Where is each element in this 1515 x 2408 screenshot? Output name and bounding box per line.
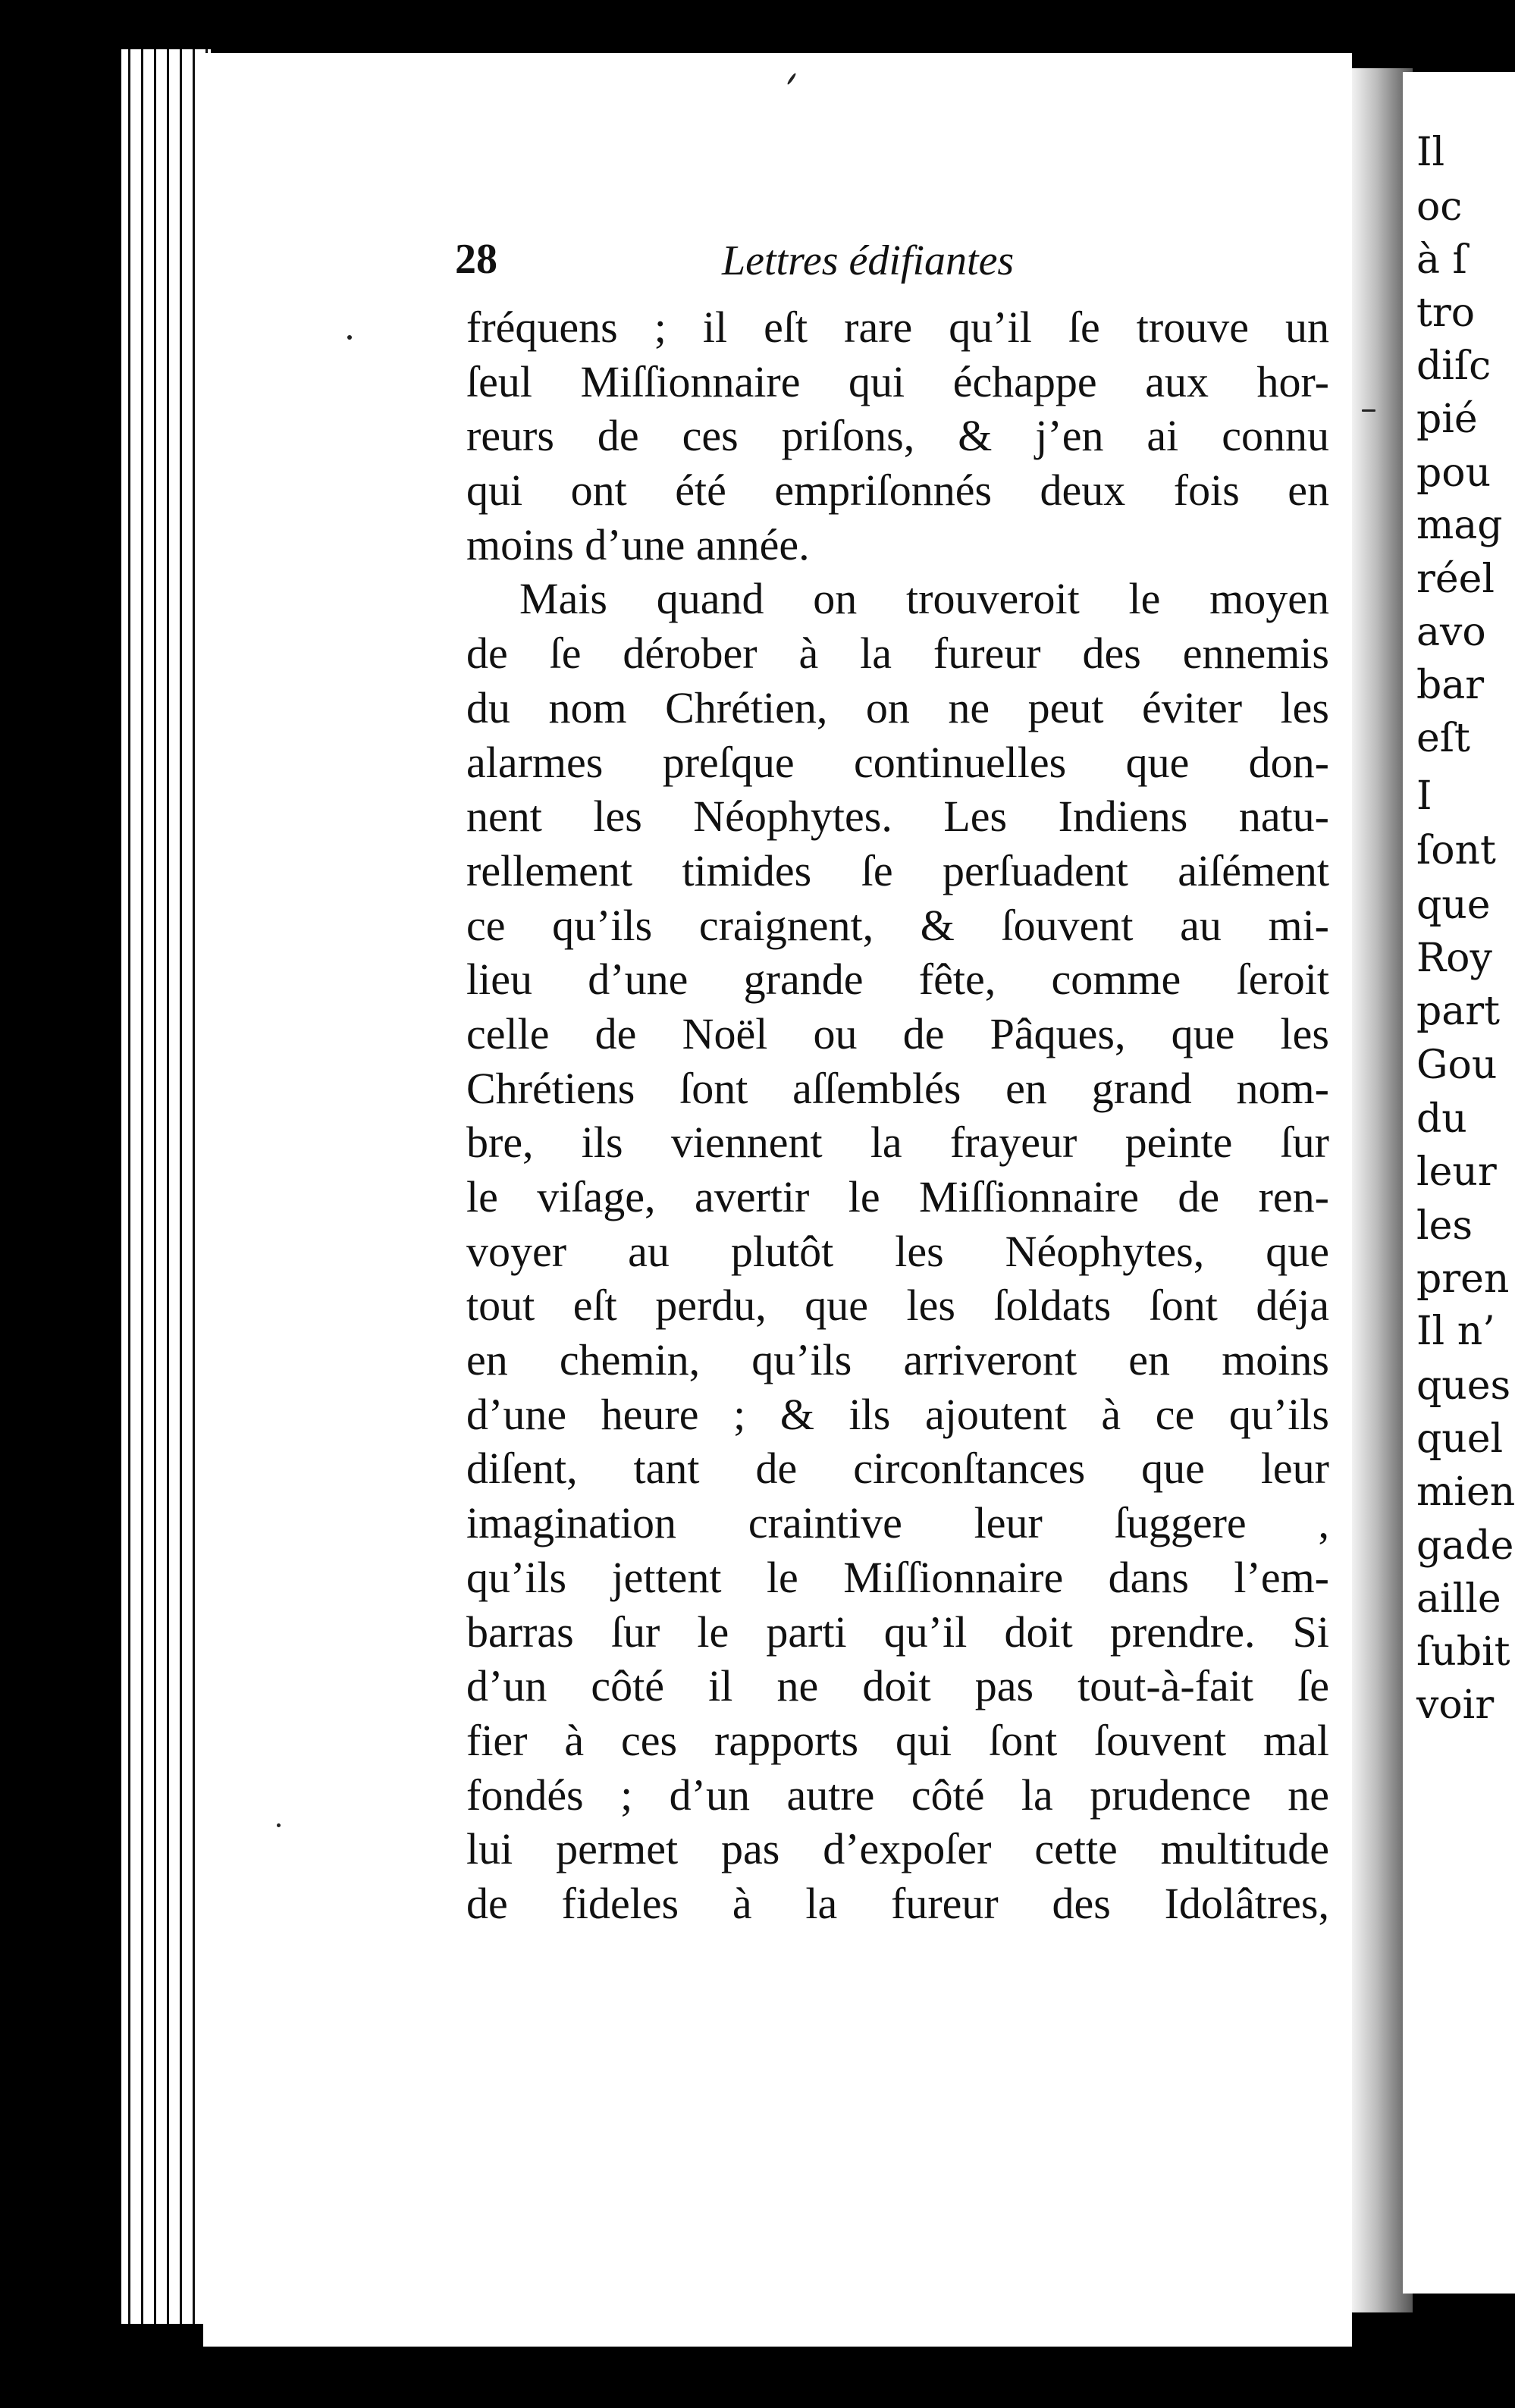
facing-page-text-fragment: ſubit bbox=[1416, 1629, 1510, 1675]
text-line: de ſe dérober à la fureur des ennemis bbox=[466, 629, 1329, 679]
ink-speck bbox=[277, 1823, 281, 1827]
facing-page-text-fragment: voir bbox=[1416, 1682, 1495, 1728]
facing-page-text-fragment: avo bbox=[1416, 610, 1486, 655]
facing-page-text-fragment: gade bbox=[1416, 1523, 1514, 1569]
facing-page-text-fragment: mag bbox=[1416, 503, 1503, 548]
facing-page-text-fragment: bar bbox=[1416, 663, 1485, 708]
text-line: d’un côté il ne doit pas tout-à-fait ſe bbox=[466, 1661, 1329, 1711]
facing-page-text-fragment: ques bbox=[1416, 1363, 1511, 1409]
facing-page-text-fragment: eſt bbox=[1416, 716, 1470, 761]
facing-page-text-fragment: du bbox=[1416, 1096, 1467, 1142]
facing-page bbox=[1403, 72, 1515, 2294]
text-line: de fideles à la fureur des Idolâtres, bbox=[466, 1878, 1329, 1928]
text-line: en chemin, qu’ils arriveront en moins bbox=[466, 1335, 1329, 1385]
facing-page-text-fragment: leur bbox=[1416, 1149, 1497, 1195]
facing-page-text-fragment: réel bbox=[1416, 557, 1495, 602]
facing-page-text-fragment: que bbox=[1416, 883, 1491, 928]
facing-page-text-fragment: diſc bbox=[1416, 343, 1491, 389]
running-title: Lettres édifiantes bbox=[722, 237, 1015, 284]
text-line: celle de Noël ou de Pâques, que les bbox=[466, 1008, 1329, 1058]
text-line: Chrétiens ſont aſſemblés en grand nom- bbox=[466, 1063, 1329, 1113]
text-line: tout eſt perdu, que les ſoldats ſont déja bbox=[466, 1281, 1329, 1331]
text-line: rellement timides ſe perſuadent aiſément bbox=[466, 845, 1329, 895]
text-line: barras ſur le parti qu’il doit prendre. Si bbox=[466, 1607, 1329, 1657]
facing-page-text-fragment: quel bbox=[1416, 1416, 1504, 1462]
text-line: ce qu’ils craignent, & ſouvent au mi- bbox=[466, 900, 1329, 950]
text-line: qu’ils jettent le Miſſionnaire dans l’em- bbox=[466, 1552, 1329, 1602]
facing-page-text-fragment: Il bbox=[1416, 130, 1445, 175]
page-header bbox=[455, 235, 1350, 288]
facing-page-text-fragment: Roy bbox=[1416, 936, 1492, 981]
facing-page-text-fragment: part bbox=[1416, 989, 1501, 1034]
page-number: 28 bbox=[455, 236, 497, 283]
facing-page-text-fragment: pou bbox=[1416, 450, 1491, 496]
text-line: lui permet pas d’expoſer cette multitude bbox=[466, 1824, 1329, 1874]
text-line: voyer au plutôt les Néophytes, que bbox=[466, 1226, 1329, 1276]
text-line: fier à ces rapports qui ſont ſouvent mal bbox=[466, 1715, 1329, 1765]
page-edges bbox=[121, 49, 211, 2324]
text-line: nent les Néophytes. Les Indiens natu- bbox=[466, 792, 1329, 842]
facing-page-text-fragment: ſont bbox=[1416, 828, 1496, 873]
text-line: reurs de ces priſons, & j’en ai connu bbox=[466, 411, 1329, 461]
text-line: Mais quand on trouveroit le moyen bbox=[519, 574, 1329, 624]
text-line: ſeul Miſſionnaire qui échappe aux hor- bbox=[466, 356, 1329, 406]
text-line: diſent, tant de circonſtances que leur bbox=[466, 1444, 1329, 1494]
text-line: alarmes preſque continuelles que don- bbox=[466, 737, 1329, 787]
facing-page-text-fragment: mien bbox=[1416, 1469, 1515, 1515]
text-line: le viſage, avertir le Miſſionnaire de ren- bbox=[466, 1172, 1329, 1221]
text-line: fréquens ; il eſt rare qu’il ſe trouve un bbox=[466, 303, 1329, 352]
facing-page-text-fragment: oc bbox=[1416, 184, 1463, 230]
text-line: imagination craintive leur ſuggere , bbox=[466, 1498, 1329, 1548]
ink-speck bbox=[1362, 409, 1375, 412]
text-line: du nom Chrétien, on ne peut éviter les bbox=[466, 682, 1329, 732]
facing-page-text-fragment: Il n’ bbox=[1416, 1309, 1495, 1354]
text-line: lieu d’une grande fête, comme ſeroit bbox=[466, 955, 1329, 1005]
facing-page-text-fragment: pié bbox=[1416, 397, 1478, 442]
facing-page-text-fragment: Gou bbox=[1416, 1043, 1498, 1088]
ink-speck bbox=[347, 335, 352, 340]
body-text bbox=[466, 300, 1329, 1931]
text-line: d’une heure ; & ils ajoutent à ce qu’ils bbox=[466, 1389, 1329, 1439]
facing-page-text-fragment: à ſ bbox=[1416, 237, 1467, 283]
facing-page-text-fragment: pren bbox=[1416, 1256, 1510, 1302]
facing-page-text-fragment: tro bbox=[1416, 290, 1476, 336]
text-line: bre, ils viennent la frayeur peinte ſur bbox=[466, 1118, 1329, 1168]
text-line: qui ont été empriſonnés deux fois en bbox=[466, 466, 1329, 516]
facing-page-text-fragment: I bbox=[1416, 773, 1432, 819]
text-line: fondés ; d’un autre côté la prudence ne bbox=[466, 1770, 1329, 1820]
facing-page-text-fragment: les bbox=[1416, 1203, 1473, 1249]
text-line: moins d’une année. bbox=[466, 519, 810, 569]
facing-page-text-fragment: aille bbox=[1416, 1576, 1501, 1622]
